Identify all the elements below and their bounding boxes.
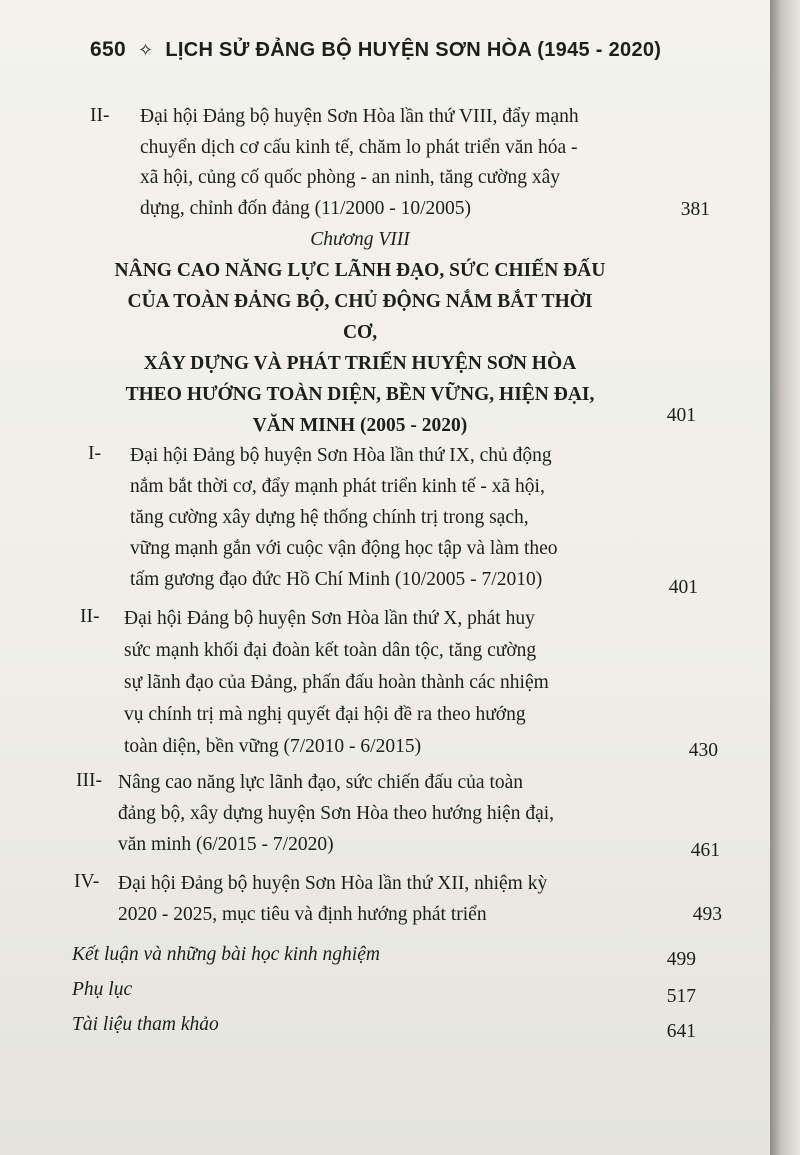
toc-entry-line: dựng, chỉnh đốn đảng (11/2000 - 10/2005) (140, 197, 472, 219)
toc-entry-line: Đại hội Đảng bộ huyện Sơn Hòa lần thứ XII, nhiệm kỳ (118, 873, 548, 894)
chapter-title-line: NÂNG CAO NĂNG LỰC LÃNH ĐẠO, SỨC CHIẾN ĐẤU (114, 260, 606, 281)
toc-entry-numeral: IV- (74, 871, 100, 892)
toc-closing-label: Phụ lục (72, 979, 133, 1000)
toc-entry-line: tăng cường xây dựng hệ thống chính trị trong sạch, (130, 507, 529, 528)
toc-entry-line: vững mạnh gắn với cuộc vận động học tập và làm theo (130, 538, 558, 559)
toc-entry-numeral: II- (90, 105, 110, 126)
toc-entry-page: 381 (680, 199, 710, 220)
toc-closing-entry (72, 944, 380, 966)
toc-entry-line: 2020 - 2025, mục tiêu và định hướng phát triển (118, 904, 487, 925)
toc-entry-numeral: II- (80, 606, 100, 627)
toc-entry-line: nắm bắt thời cơ, đẩy mạnh phát triển kinh tế - xã hội, (130, 476, 545, 497)
book-edge (770, 0, 800, 1155)
chapter-heading (110, 224, 610, 441)
toc-closing-page: 641 (666, 1021, 696, 1042)
toc-entry-line: vụ chính trị mà nghị quyết đại hội đề ra theo hướng (124, 704, 526, 725)
toc-entry-line: Đại hội Đảng bộ huyện Sơn Hòa lần thứ X, phát huy (124, 608, 535, 629)
chapter-page: 401 (666, 405, 696, 426)
header-page-number: 650 (90, 38, 126, 61)
chapter-title-line: XÂY DỰNG VÀ PHÁT TRIỂN HUYỆN SƠN HÒA (143, 353, 577, 374)
toc-entry-numeral: III- (76, 770, 102, 791)
toc-closing-entry (72, 1014, 219, 1036)
chapter-title-line: CỦA TOÀN ĐẢNG BỘ, CHỦ ĐỘNG NẮM BẮT THỜI CƠ, (127, 291, 593, 343)
toc-entry-line: Đại hội Đảng bộ huyện Sơn Hòa lần thứ VIII, đẩy mạnh (140, 106, 579, 127)
chapter-label: Chương VIII (310, 229, 410, 250)
toc-closing-page: 517 (666, 986, 696, 1007)
chapter-title-line: THEO HƯỚNG TOÀN DIỆN, BỀN VỮNG, HIỆN ĐẠI, (125, 384, 595, 405)
toc-entry-numeral: I- (88, 443, 101, 464)
ornament-icon: ✧ (137, 39, 154, 60)
toc-entry-line: xã hội, củng cố quốc phòng - an ninh, tăng cường xây (140, 167, 560, 188)
toc-closing-label: Tài liệu tham khảo (72, 1014, 219, 1035)
running-header (90, 38, 661, 62)
chapter-title-line: VĂN MINH (2005 - 2020) (252, 415, 468, 436)
toc-entry-page: 493 (692, 904, 722, 925)
toc-entry-line: Nâng cao năng lực lãnh đạo, sức chiến đấu của toàn (118, 772, 524, 793)
toc-entry-line: toàn diện, bền vững (7/2010 - 6/2015) (124, 736, 422, 757)
toc-entry-line: văn minh (6/2015 - 7/2020) (118, 834, 334, 855)
toc-entry-line: chuyển dịch cơ cấu kinh tế, chăm lo phát triển văn hóa - (140, 136, 578, 158)
toc-closing-entry (72, 979, 132, 1001)
toc-entry-line: sự lãnh đạo của Đảng, phấn đấu hoàn thành các nhiệm (124, 672, 549, 693)
toc-entry-line: Đại hội Đảng bộ huyện Sơn Hòa lần thứ IX, chủ động (130, 445, 552, 466)
toc-closing-label: Kết luận và những bài học kinh nghiệm (72, 944, 380, 965)
toc-entry-page: 461 (690, 840, 720, 861)
toc-entry-line: đảng bộ, xây dựng huyện Sơn Hòa theo hướng hiện đại, (118, 803, 555, 824)
toc-entry-line: sức mạnh khối đại đoàn kết toàn dân tộc, tăng cường (124, 640, 537, 661)
toc-entry-line: tấm gương đạo đức Hồ Chí Minh (10/2005 - 7/2010) (130, 569, 543, 590)
running-title: LỊCH SỬ ĐẢNG BỘ HUYỆN SƠN HÒA (1945 - 2020) (165, 38, 662, 61)
toc-entry-page: 401 (668, 577, 698, 598)
toc-closing-page: 499 (666, 949, 696, 970)
toc-entry-page: 430 (688, 740, 718, 761)
